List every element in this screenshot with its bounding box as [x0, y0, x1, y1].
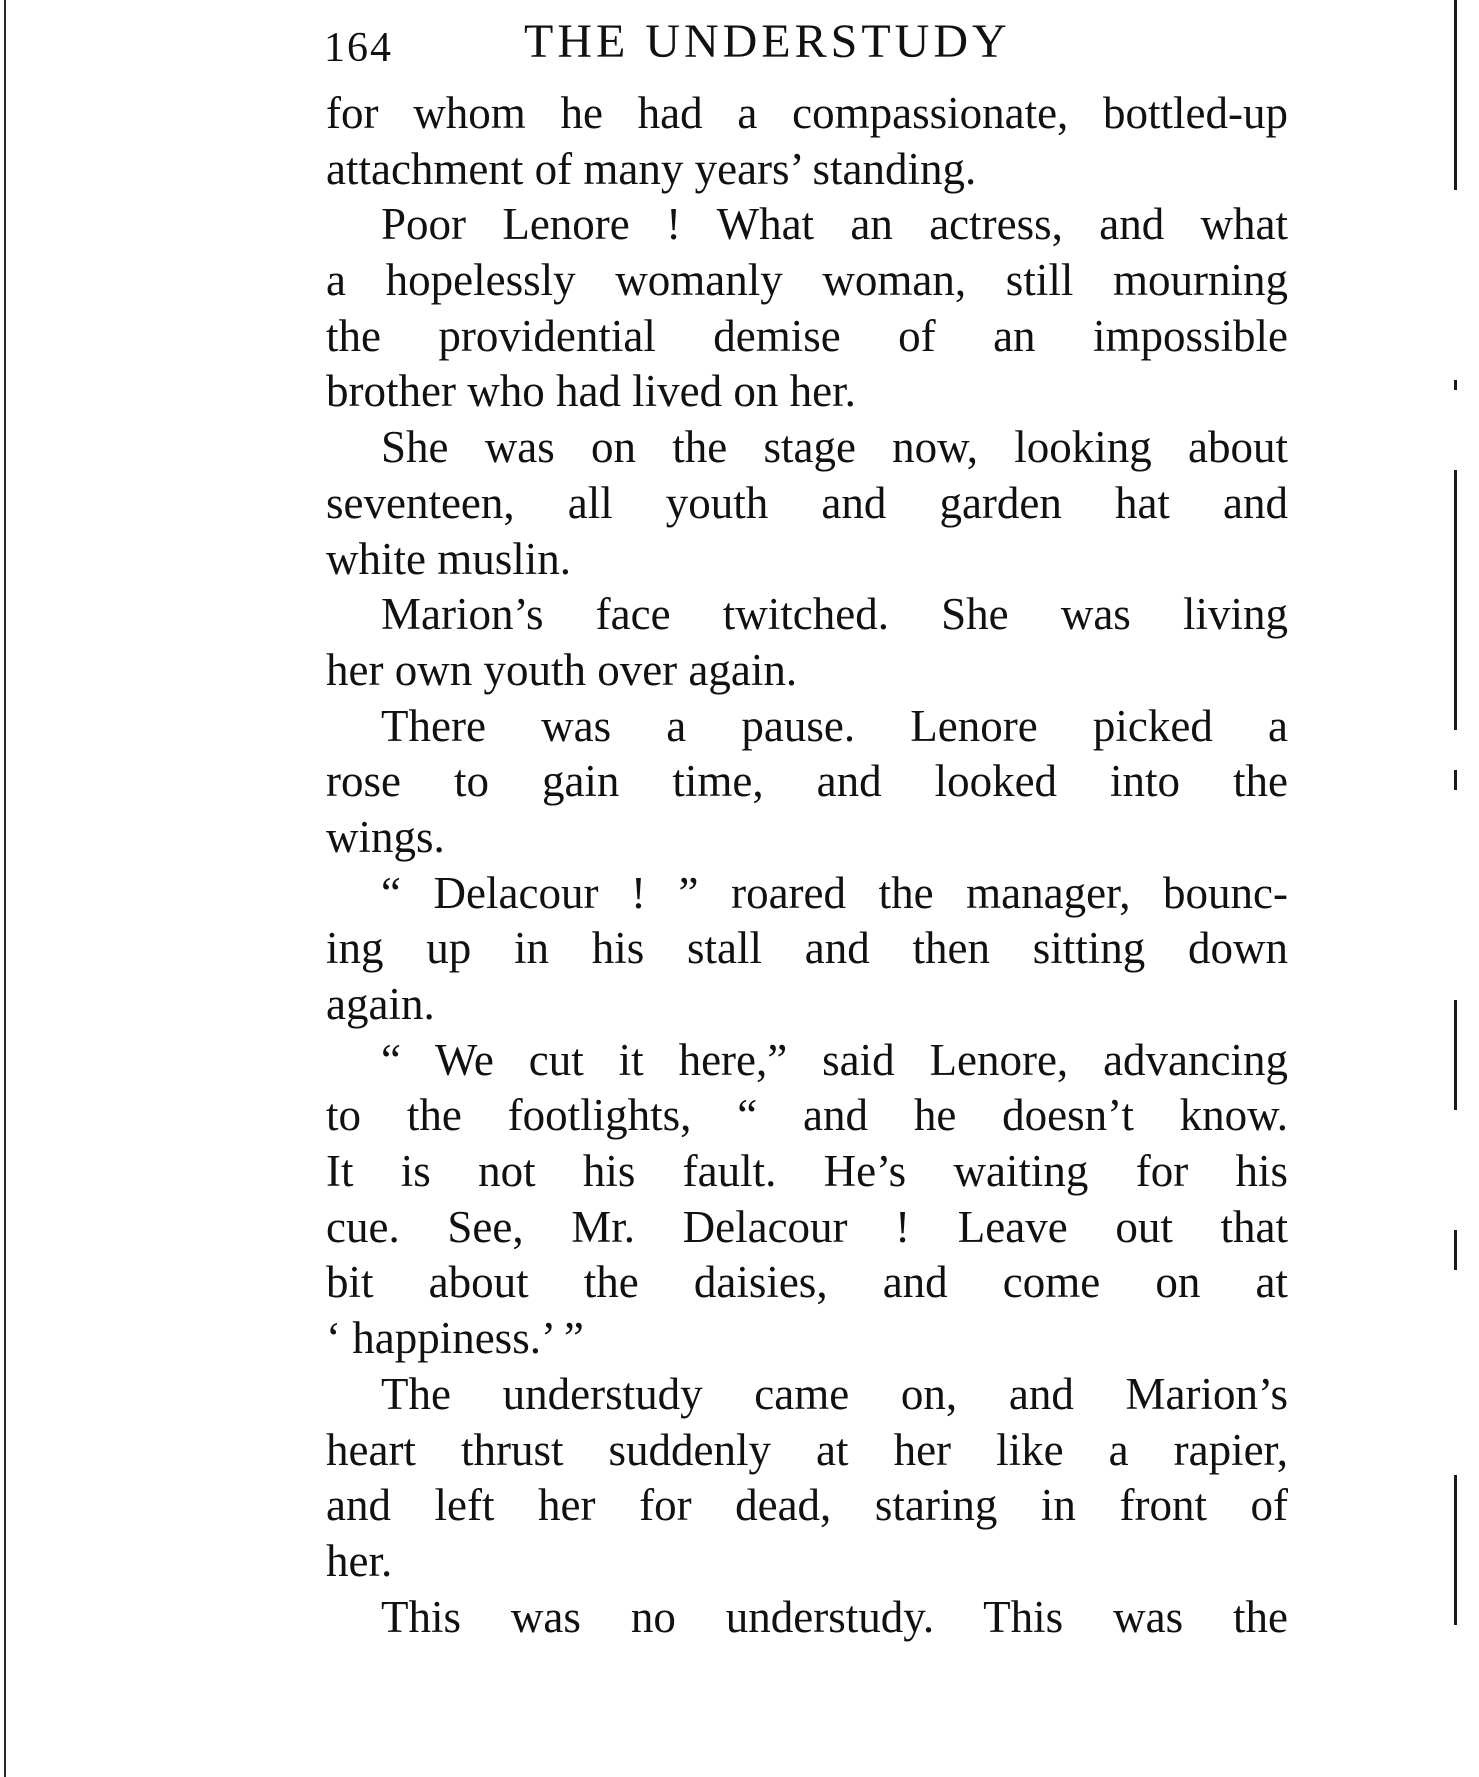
text-line: This was no understudy. This was the: [381, 1591, 1288, 1642]
text-line: “ We cut it here,” said Lenore, advancing: [381, 1034, 1288, 1085]
text-line: again.: [326, 979, 435, 1029]
text-line: ‘ happiness.’ ”: [326, 1313, 584, 1364]
text-line: for whom he had a compassionate, bottled-up: [326, 88, 1288, 138]
edge-mark: [1454, 1000, 1457, 1110]
text-line: Marion’s face twitched. She was living: [381, 589, 1288, 640]
edge-mark: [1454, 0, 1457, 190]
text-line: rose to gain time, and looked into the: [326, 756, 1288, 807]
edge-mark: [1454, 470, 1457, 730]
text-line: It is not his fault. He’s waiting for his: [326, 1146, 1288, 1197]
edge-mark: [1454, 1475, 1457, 1625]
text-line: to the footlights, “ and he doesn’t know.: [326, 1090, 1288, 1141]
edge-mark: [1454, 1230, 1457, 1270]
text-line: ing up in his stall and then sitting down: [326, 923, 1288, 974]
edge-mark: [1454, 770, 1457, 790]
text-line: white muslin.: [326, 533, 571, 584]
text-line: attachment of many years’ standing.: [326, 143, 977, 194]
body-text: [326, 86, 1288, 1645]
text-line: She was on the stage now, looking about: [381, 422, 1288, 473]
left-page-edge: [4, 0, 6, 1777]
edge-mark: [1454, 380, 1457, 390]
running-header: [324, 12, 1084, 72]
running-title: THE UNDERSTUDY: [524, 15, 1011, 68]
text-line: cue. See, Mr. Delacour ! Leave out that: [326, 1201, 1288, 1252]
text-line: bit about the daisies, and come on at: [326, 1257, 1288, 1308]
text-line: wings.: [326, 811, 445, 862]
text-line: and left her for dead, staring in front of: [326, 1480, 1288, 1531]
text-line: Poor Lenore ! What an actress, and what: [381, 199, 1288, 250]
text-line: heart thrust suddenly at her like a rapier,: [326, 1424, 1288, 1475]
right-page-edge: [1454, 0, 1457, 1777]
text-line: “ Delacour ! ” roared the manager, bounc-: [381, 867, 1288, 918]
text-line: her own youth over again.: [326, 644, 798, 695]
text-line: brother who had lived on her.: [326, 366, 856, 417]
page-number: 164: [324, 25, 393, 71]
text-line: There was a pause. Lenore picked a: [381, 700, 1288, 751]
text-line: seventeen, all youth and garden hat and: [326, 477, 1288, 528]
text-line: The understudy came on, and Marion’s: [381, 1368, 1288, 1419]
text-line: the providential demise of an impossible: [326, 310, 1288, 361]
text-line: a hopelessly womanly woman, still mourning: [326, 255, 1288, 306]
text-line: her.: [326, 1535, 393, 1586]
